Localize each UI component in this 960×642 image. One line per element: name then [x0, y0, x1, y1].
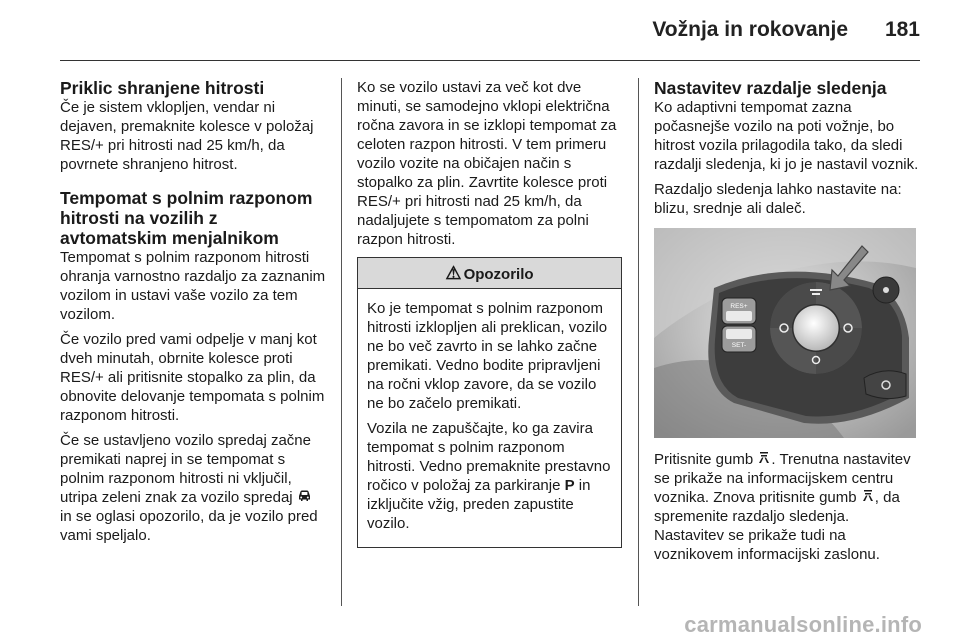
- text-run: Pritisnite gumb: [654, 451, 754, 468]
- text-run: in se oglasi opozorilo, da je vozilo pred vami speljalo.: [60, 508, 318, 544]
- paragraph: [60, 431, 327, 545]
- section-full-range-cruise: [60, 188, 327, 545]
- header-divider: [60, 60, 920, 61]
- section-heading: Nastavitev razdalje sledenja: [654, 78, 887, 98]
- paragraph: Ko adaptivni tempomat zazna počasnejše vozilo na poti vožnje, bo hitrost vozila prilagodila tako, da sledi razdalji sledenja, ki jo je nastavil voznik.: [654, 99, 919, 173]
- warning-body: [358, 289, 621, 547]
- warning-triangle-icon: ⚠: [445, 263, 462, 283]
- paragraph: Ko se vozilo ustavi za več kot dve minuti, se samodejno vklopi električna ročna zavora in se izklopi tempomat za celoten razpon hitrosti. V tem primeru vozilo vozite na običajen način s stopalko za plin. Zavrtite kolesce proti RES/+ pri hitrosti nad 25 km/h, da nadaljujete s tempomatom za polni razpon hitrosti.: [357, 79, 617, 248]
- paragraph: Tempomat s polnim razponom hitrosti ohranja varnostno razdaljo za zaznanim vozilom in ustavi vaše vozilo za tem vozilom.: [60, 249, 326, 323]
- steering-wheel-controls-figure: [654, 228, 916, 438]
- section-heading: Tempomat s polnim razponom hitrosti na vozilih z avtomatskim menjalnikom: [60, 188, 313, 248]
- column-right: [654, 78, 922, 570]
- warning-header: [358, 258, 621, 289]
- warning-title: Opozorilo: [463, 266, 534, 283]
- header-title: Vožnja in rokovanje: [652, 18, 848, 41]
- page-number: 181: [884, 18, 920, 41]
- text-run: Če se ustavljeno vozilo spredaj začne premikati naprej in se tempomat s polnim razponom hitrosti ni vključil, utripa zeleni znak za vozilo spredaj: [60, 432, 311, 506]
- paragraph: [367, 419, 611, 533]
- follow-distance-icon: [861, 488, 875, 507]
- follow-distance-icon: [757, 450, 771, 469]
- text-run: in izključite vžig, preden zapustite vozilo.: [367, 477, 591, 532]
- section-heading: Priklic shranjene hitrosti: [60, 78, 265, 98]
- section-speed-recall: [60, 78, 327, 174]
- text-run: , da spremenite razdaljo sledenja. Nastavitev se prikaže tudi na voznikovem informacijski zaslonu.: [654, 489, 900, 563]
- column-middle: [357, 78, 622, 548]
- column-left: [60, 78, 327, 559]
- warning-box: [357, 257, 622, 548]
- paragraph: Če je sistem vklopljen, vendar ni dejaven, premaknite kolesce v položaj RES/+ pri hitrosti nad 25 km/h, da povrnete shranjeno hitrost.: [60, 99, 314, 173]
- watermark: carmanualsonline.info: [684, 612, 922, 637]
- column-divider: [341, 78, 342, 606]
- paragraph: Če vozilo pred vami odpelje v manj kot dveh minutah, obrnite kolesce proti RES/+ ali pritisnite stopalko za plin, da obnovite delovanje tempomata s polnim razponom hitrosti.: [60, 331, 325, 424]
- column-divider: [638, 78, 639, 606]
- paragraph: Razdaljo sledenja lahko nastavite na: blizu, srednje ali daleč.: [654, 181, 902, 217]
- res-label: RES+: [730, 303, 748, 310]
- set-label: SET-: [731, 342, 747, 349]
- vehicle-ahead-icon: [297, 488, 312, 507]
- text-run: . Trenutna nastavitev se prikaže na informacijskem centru voznika. Znova pritisnite gumb: [654, 451, 911, 506]
- paragraph: Ko je tempomat s polnim razponom hitrosti izklopljen ali preklican, vozilo ne bo več zavrto in se lahko začne premikati. Vedno bodite pripravljeni na ročni vklop zavore, da se vozilo ne bo začelo premikati.: [367, 300, 608, 412]
- park-position-label: P: [564, 477, 575, 494]
- paragraph: [654, 450, 922, 564]
- text-run: Vozila ne zapuščajte, ko ga zavira tempomat s polnim razponom hitrosti. Vedno premaknite prestavno ročico v položaj za parkiranje: [367, 420, 611, 494]
